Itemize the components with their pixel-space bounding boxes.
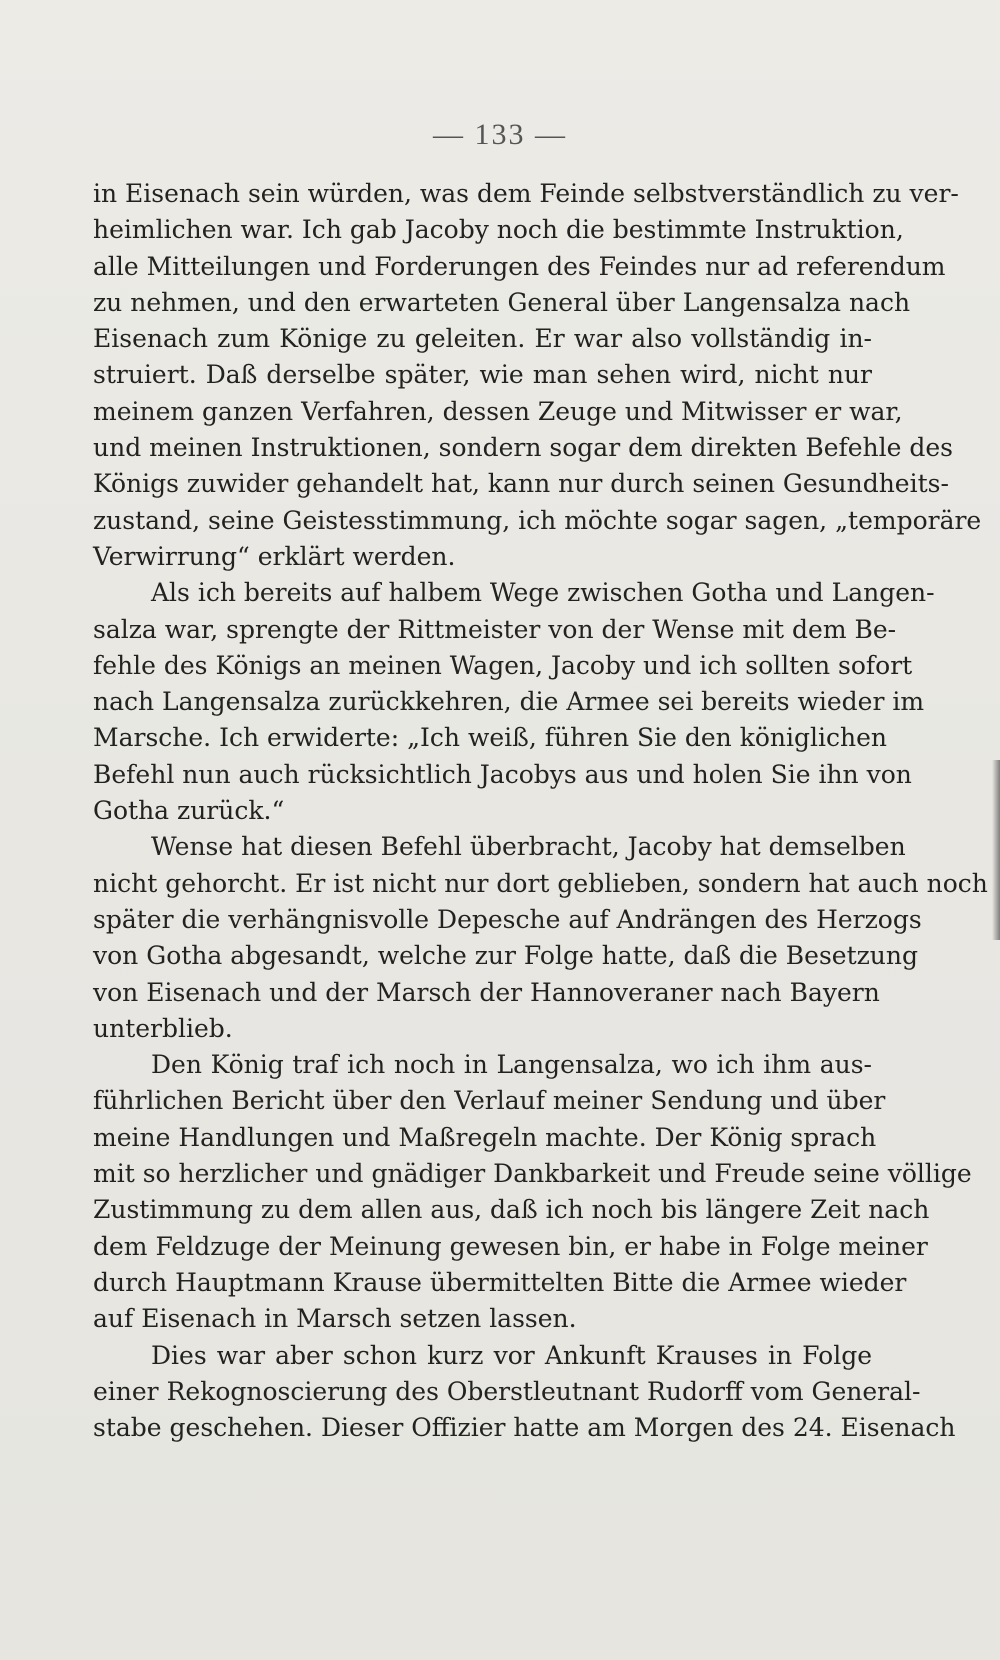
text-line: Eisenach zum Könige zu geleiten. Er war also vollständig in- <box>93 324 872 354</box>
text-line: dem Feldzuge der Meinung gewesen bin, er habe in Folge meiner <box>93 1231 928 1261</box>
text-line: nach Langensalza zurückkehren, die Armee sei bereits wieder im <box>93 687 925 717</box>
body-text <box>93 176 988 1446</box>
text-line: zu nehmen, und den erwarteten General über Langensalza nach <box>93 287 911 317</box>
text-line: Dies war aber schon kurz vor Ankunft Krauses in Folge <box>151 1340 872 1370</box>
text-line: nicht gehorcht. Er ist nicht nur dort geblieben, sondern hat auch noch <box>93 868 988 898</box>
text-line: Verwirrung“ erklärt werden. <box>93 541 456 571</box>
text-line: Den König traf ich noch in Langensalza, wo ich ihm aus- <box>151 1050 872 1080</box>
text-line: Zustimmung zu dem allen aus, daß ich noch bis längere Zeit nach <box>93 1195 930 1225</box>
text-line: unterblieb. <box>93 1013 233 1043</box>
text-line: zustand, seine Geistesstimmung, ich möchte sogar sagen, „temporäre <box>93 505 982 535</box>
text-line: durch Hauptmann Krause übermittelten Bitte die Armee wieder <box>93 1267 907 1297</box>
text-line: struiert. Daß derselbe später, wie man sehen wird, nicht nur <box>93 360 872 390</box>
text-line: von Eisenach und der Marsch der Hannoveraner nach Bayern <box>93 977 880 1007</box>
text-line: auf Eisenach in Marsch setzen lassen. <box>93 1304 577 1334</box>
text-line: meine Handlungen und Maßregeln machte. Der König sprach <box>93 1122 877 1152</box>
text-line: Wense hat diesen Befehl überbracht, Jacoby hat demselben <box>151 832 906 862</box>
text-line: später die verhängnisvolle Depesche auf Andrängen des Herzogs <box>93 904 922 934</box>
text-line: von Gotha abgesandt, welche zur Folge hatte, daß die Besetzung <box>93 941 918 971</box>
text-line: Befehl nun auch rücksichtlich Jacobys aus und holen Sie ihn von <box>93 759 912 789</box>
text-line: Gotha zurück.“ <box>93 796 285 826</box>
text-line: meinem ganzen Verfahren, dessen Zeuge und Mitwisser er war, <box>93 396 903 426</box>
text-line: einer Rekognoscierung des Oberstleutnant Rudorff vom General- <box>93 1376 921 1406</box>
text-line: heimlichen war. Ich gab Jacoby noch die bestimmte Instruktion, <box>93 215 904 245</box>
text-line: stabe geschehen. Dieser Offizier hatte am Morgen des 24. Eisenach <box>93 1413 956 1443</box>
text-line: führlichen Bericht über den Verlauf meiner Sendung und über <box>93 1086 886 1116</box>
page-edge-shadow <box>992 760 1000 940</box>
text-line: und meinen Instruktionen, sondern sogar dem direkten Befehle des <box>93 433 954 463</box>
text-line: mit so herzlicher und gnädiger Dankbarkeit und Freude seine völlige <box>93 1159 972 1189</box>
text-line: alle Mitteilungen und Forderungen des Feindes nur ad referendum <box>93 251 946 281</box>
text-line: Marsche. Ich erwiderte: „Ich weiß, führen Sie den königlichen <box>93 723 888 753</box>
text-line: Als ich bereits auf halbem Wege zwischen Gotha und Langen- <box>151 578 935 608</box>
text-line: Königs zuwider gehandelt hat, kann nur durch seinen Gesundheits- <box>93 469 949 499</box>
text-line: fehle des Königs an meinen Wagen, Jacoby und ich sollten sofort <box>93 650 913 680</box>
text-line: salza war, sprengte der Rittmeister von der Wense mit dem Be- <box>93 614 897 644</box>
page-number: — 133 — <box>433 118 567 151</box>
text-line: in Eisenach sein würden, was dem Feinde selbstverständlich zu ver- <box>93 179 959 208</box>
